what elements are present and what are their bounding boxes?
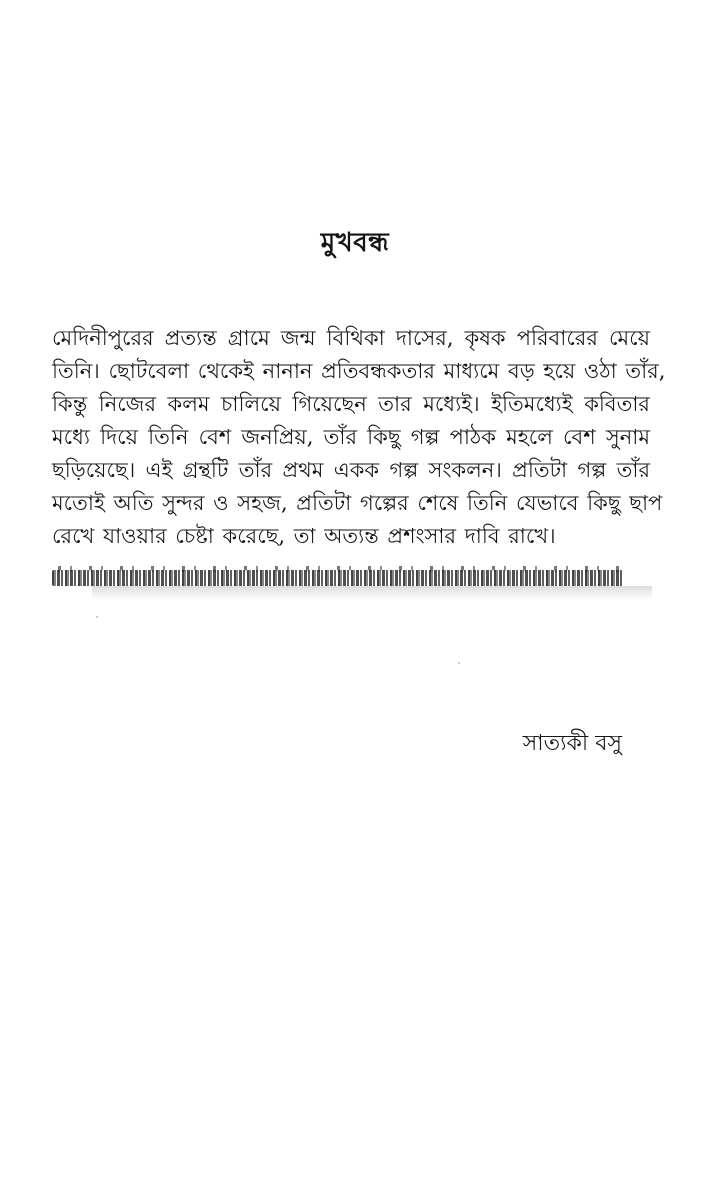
paper-speck	[458, 662, 460, 664]
paragraph-line: তিনি। ছোটবেলা থেকেই নানান প্রতিবন্ধকতার মাধ্যমে বড় হয়ে ওঠা তাঁর,	[52, 359, 666, 383]
paper-speck	[96, 616, 98, 618]
smudged-print-line	[52, 566, 624, 596]
author-signature: সাত্যকী বসু	[522, 731, 622, 756]
page-title: মুখবন্ধ	[320, 228, 390, 258]
smudge-ink	[52, 570, 624, 586]
paragraph-line: মধ্যে দিয়ে তিনি বেশ জনপ্রিয়, তাঁর কিছু গল্প পাঠক মহলে বেশ সুনাম	[52, 425, 650, 449]
paragraph-line: রেখে যাওয়ার চেষ্টা করেছে, তা অত্যন্ত প্রশংসার দাবি রাখে।	[52, 524, 556, 548]
paragraph-line: মেদিনীপুরের প্রত্যন্ত গ্রামে জন্ম বিথিকা দাসের, কৃষক পরিবারের মেয়ে	[52, 326, 650, 350]
paragraph-line: ছড়িয়েছে। এই গ্রন্থটি তাঁর প্রথম একক গল্প সংকলন। প্রতিটা গল্প তাঁর	[52, 458, 650, 482]
smudge-shadow	[92, 586, 652, 600]
preface-paragraph	[52, 322, 666, 553]
paragraph-line: কিন্তু নিজের কলম চালিয়ে গিয়েছেন তার মধ্যেই। ইতিমধ্যেই কবিতার	[52, 392, 650, 416]
paragraph-line: মতোই অতি সুন্দর ও সহজ, প্রতিটা গল্পের শেষে তিনি যেভাবে কিছু ছাপ	[52, 491, 663, 515]
